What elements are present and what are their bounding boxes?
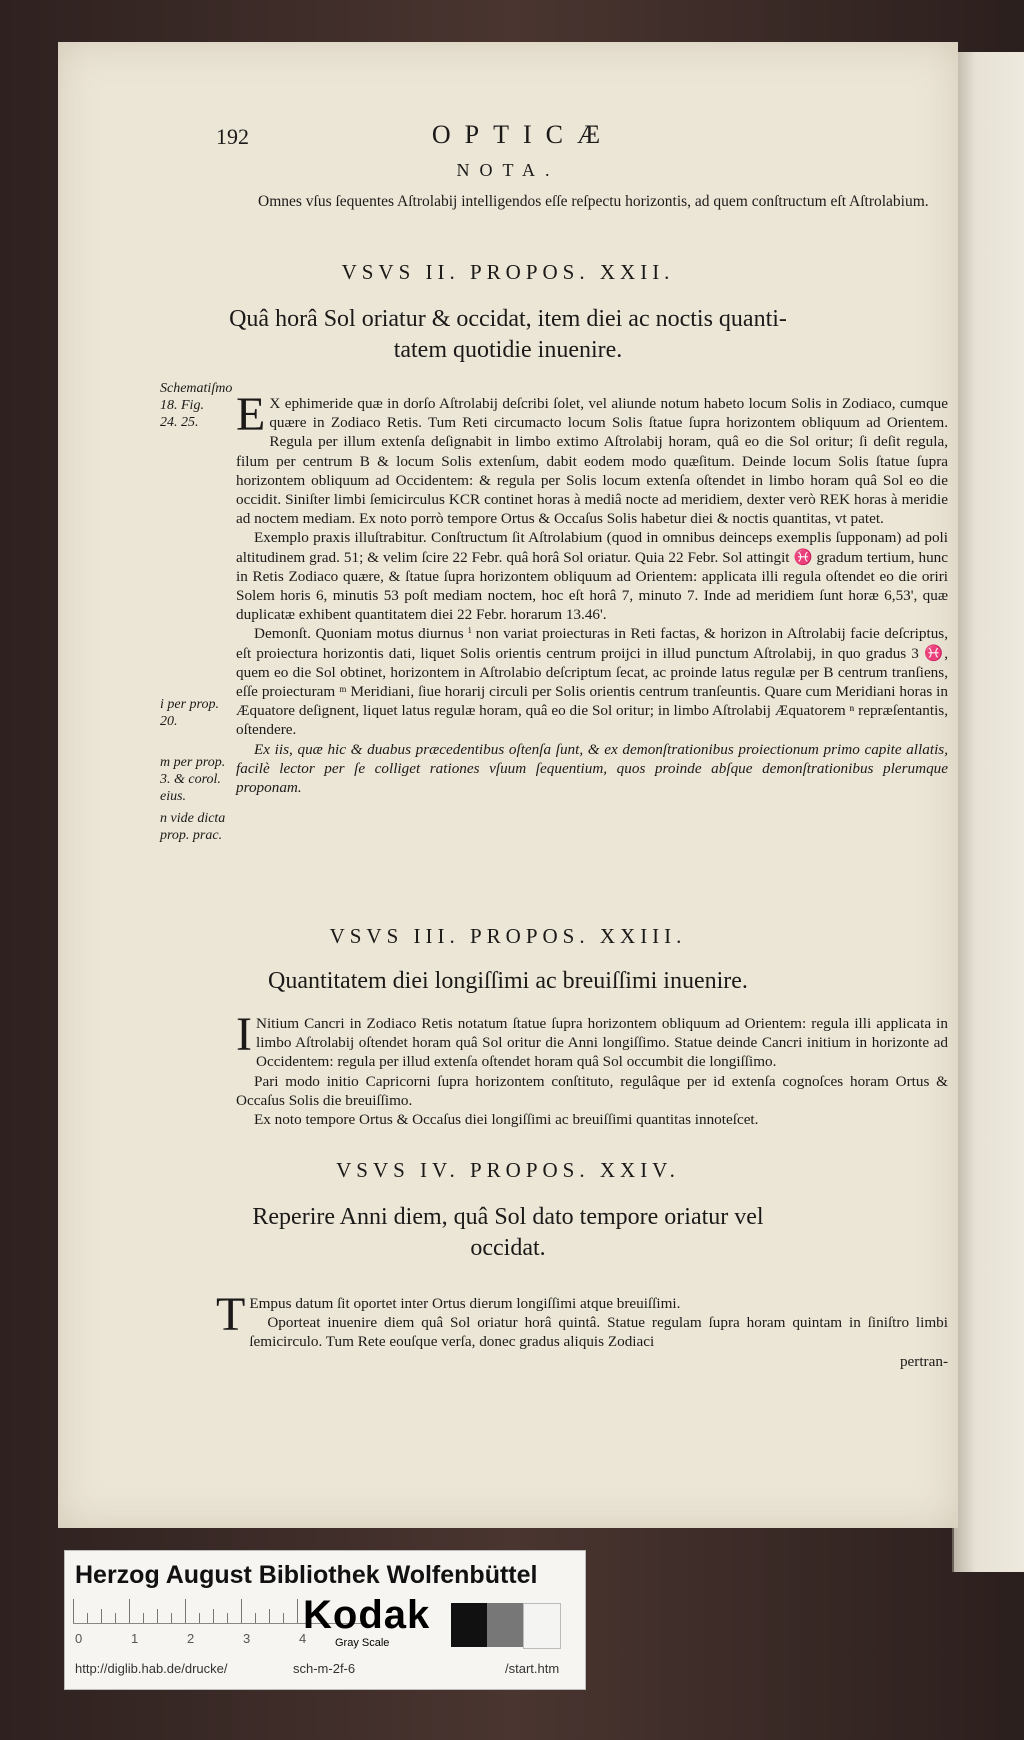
ruler-number: 1 [131,1631,139,1646]
ruler-tick [241,1599,242,1623]
ruler-tick [129,1599,130,1623]
usus-4-paragraph-2: Oporteat inuenire diem quâ Sol oriatur horâ quintâ. Statue regulam ſupra horam quintam in ſiniſtro limbi ſemicirculo. Tum Rete eouſque verſa, donec gradus aliquis Zodiaci [249,1314,948,1351]
ruler-tick [115,1613,116,1623]
url-part-3: /start.htm [505,1661,560,1676]
margin-note-n: n vide dicta prop. prac. [160,811,226,843]
usus-4-paragraph-1: T Empus datum ſit oportet inter Ortus dierum longiſſimi atque breuiſſimi. [216,1288,681,1341]
usus-4-body [216,1288,948,1371]
ruler-tick [185,1599,186,1623]
usus-2-title-line-2: tatem quotidie inuenire. [393,337,623,363]
usus-4-title-line-2: occidat. [470,1235,546,1261]
usus-2-title [58,304,958,366]
usus-2-paragraph-2: Exemplo praxis illuſtrabitur. Conſtructum ſit Aſtrolabium (quod in omnibus deinceps exemplis ſupponam) ad poli altitudinem grad. 51; & velim ſcire 22 Febr. quâ horâ Sol oriatur. Quia 22 Febr. Sol attingit ♓ gradum tertium, hunc in Retis Zodiaco quære, & ſtatue ſupra horizontem obliquum ad Orientem: applicata illi regula oſtendet eo die oriri Solem horis 6, minutis 53 poſt mediam noctem, hoc eſt horâ 7, minuto 7. Inde ad meridiem ſunt horæ 6,53', quæ duplicatæ exhibent quantitatem diei 22 Febr. horarum 13.46'. [236,529,948,624]
nota-text: Omnes vſus ſequentes Aſtrolabij intelligendos eſſe reſpectu horizontis, ad quem conſtructum eſt Aſtrolabium. [258,193,929,210]
ruler-tick [87,1613,88,1623]
margin-note-schematismo: Schematiſmo 18. Fig. 24. 25. [160,381,233,430]
ruler-tick [213,1609,214,1623]
usus-3-paragraph-2: Pari modo initio Capricorni ſupra horizontem conſtituto, regulâque per id extenſa cognoſces horam Ortus & Occaſus Solis die breuiſſimo. [236,1072,948,1109]
running-title: OPTICÆ [431,120,615,149]
drop-cap: E [236,388,266,441]
margin-note-m: m per prop. 3. & corol. eius. [160,755,226,804]
usus-2-body [236,388,948,797]
usus-2-paragraph-4: Ex iis, quæ hic & duabus præcedentibus oſtenſa ſunt, & ex demonſtrationibus proiectionum primo capite allatis, facilè lector per ſe colliget rationes vſuum ſequentium, quos proinde abſque demonſtrationibus plerumque proponam. [236,740,948,797]
margin-note-i: i per prop. 20. [160,697,219,729]
facing-page-edge [952,52,1024,1572]
usus-3-paragraph-3: Ex noto tempore Ortus & Occaſus diei longiſſimi ac breuiſſimi quantitas innoteſcet. [254,1111,759,1129]
gray-patch-black [451,1603,487,1647]
ruler-tick [227,1613,228,1623]
gray-patch-mid [487,1603,523,1647]
url-part-1: http://diglib.hab.de/drucke/ [75,1661,228,1676]
page-content [58,42,958,1528]
nota-heading: NOTA. [456,160,560,180]
usus-3-body [236,1008,948,1129]
ruler-number: 3 [243,1631,251,1646]
ruler-tick [143,1613,144,1623]
ruler-tick [157,1609,158,1623]
page-number: 192 [216,124,249,149]
page-header [58,116,958,156]
ruler-tick [297,1599,298,1623]
drop-cap: T [216,1288,246,1341]
library-color-card [64,1550,586,1690]
usus-3-title: Quantitatem diei longiſſimi ac breuiſſimi inuenire. [268,968,748,994]
catchword: pertran- [899,1352,948,1370]
ruler-tick [171,1613,172,1623]
url-part-2: sch-m-2f-6 [293,1661,356,1676]
drop-cap: I [236,1008,252,1061]
usus-4-heading: VSVS IV. PROPOS. XXIV. [336,1158,680,1182]
ruler-number: 0 [75,1631,83,1646]
usus-3-heading: VSVS III. PROPOS. XXIII. [329,924,687,948]
ruler-tick [101,1609,102,1623]
usus-2-paragraph-3: Demonſt. Quoniam motus diurnus ⁱ non variat proiecturas in Reti factas, & horizon in Aſtrolabij facie deſcriptus, eſt proiectura horizontis dati, liquet Solis orientis centrum proijci in illud punctum Aſtrolabij, in quo gradus 3 ♓, quem eo die Sol obtinet, horizontem in Aſtrolabio deſcriptum ſecat, ac proinde latus regulæ per B centrum tranſiens, eſſe proiecturam ᵐ Meridiani, ſiue horarij circuli per Solis orientis centrum tranſeuntis. Quare cum Meridiani horas in Æquatore deſignent, liquet latus regulæ horam, quâ eo die Sol oritur; in limbo Aſtrolabij Æquatorem ⁿ repræſentantis, oſtendere. [236,625,948,739]
ruler-tick [283,1613,284,1623]
ruler-tick [199,1613,200,1623]
gray-patch-white [523,1603,561,1649]
ruler-number: 2 [187,1631,195,1646]
ruler-tick [269,1609,270,1623]
ruler-tick [255,1613,256,1623]
usus-4-title [58,1202,958,1264]
book-page [58,42,958,1528]
usus-4-title-line-1: Reperire Anni diem, quâ Sol dato tempore oriatur vel [252,1204,764,1230]
ruler-number: 4 [299,1631,307,1646]
usus-3-paragraph-1: I Nitium Cancri in Zodiaco Retis notatum ſtatue ſupra horizontem obliquum ad Orientem: regula illi applicata in limbo Aſtrolabij oſtendet horam quâ Sol oritur die Anni longiſſimo. Statue deinde Cancri initium in horizonte ad Occidentem: regula per illud extenſa oſtendet horam quâ Sol occumbit die longiſſimo. [236,1008,948,1071]
usus-2-paragraph-1: E X ephimeride quæ in dorſo Aſtrolabij deſcribi ſolet, vel aliunde notum habeto locum Solis in Zodiaco, cumque quære in Zodiaco Retis. Tum Reti circumacto locum Solis ſtatue ſupra horizontem obliquum ad Orientem. Regula per illum extenſa deſignabit in limbo extimo Aſtrolabij horam, quâ eo die Sol oritur; ſi deſit regula, filum per centrum B & locum Solis extenſum, dabit eodem modo quæſitum. Deinde locum Solis ſtatue ſupra horizontem obliquum ad Occidentem: & regula per Solis locum extenſa oſtendet in limbo horam quâ Sol eo die occidit. Siniſter limbi ſemicirculus KCR continet horas à mediâ nocte ad meridiem, dexter verò REK horas à meridie ad noctem mediam. Ex noto porrò tempore Ortus & Occaſus Solis habetur diei & noctis quantitas, vt patet. [236,388,948,528]
kodak-logo: Kodak [303,1593,431,1637]
usus-2-title-line-1: Quâ horâ Sol oriatur & occidat, item diei ac noctis quanti- [229,306,787,332]
usus-2-heading: VSVS II. PROPOS. XXII. [341,260,675,284]
library-name: Herzog August Bibliothek Wolfenbüttel [75,1561,538,1589]
ruler-tick [73,1599,74,1623]
gray-scale-label: Gray Scale [335,1637,390,1649]
